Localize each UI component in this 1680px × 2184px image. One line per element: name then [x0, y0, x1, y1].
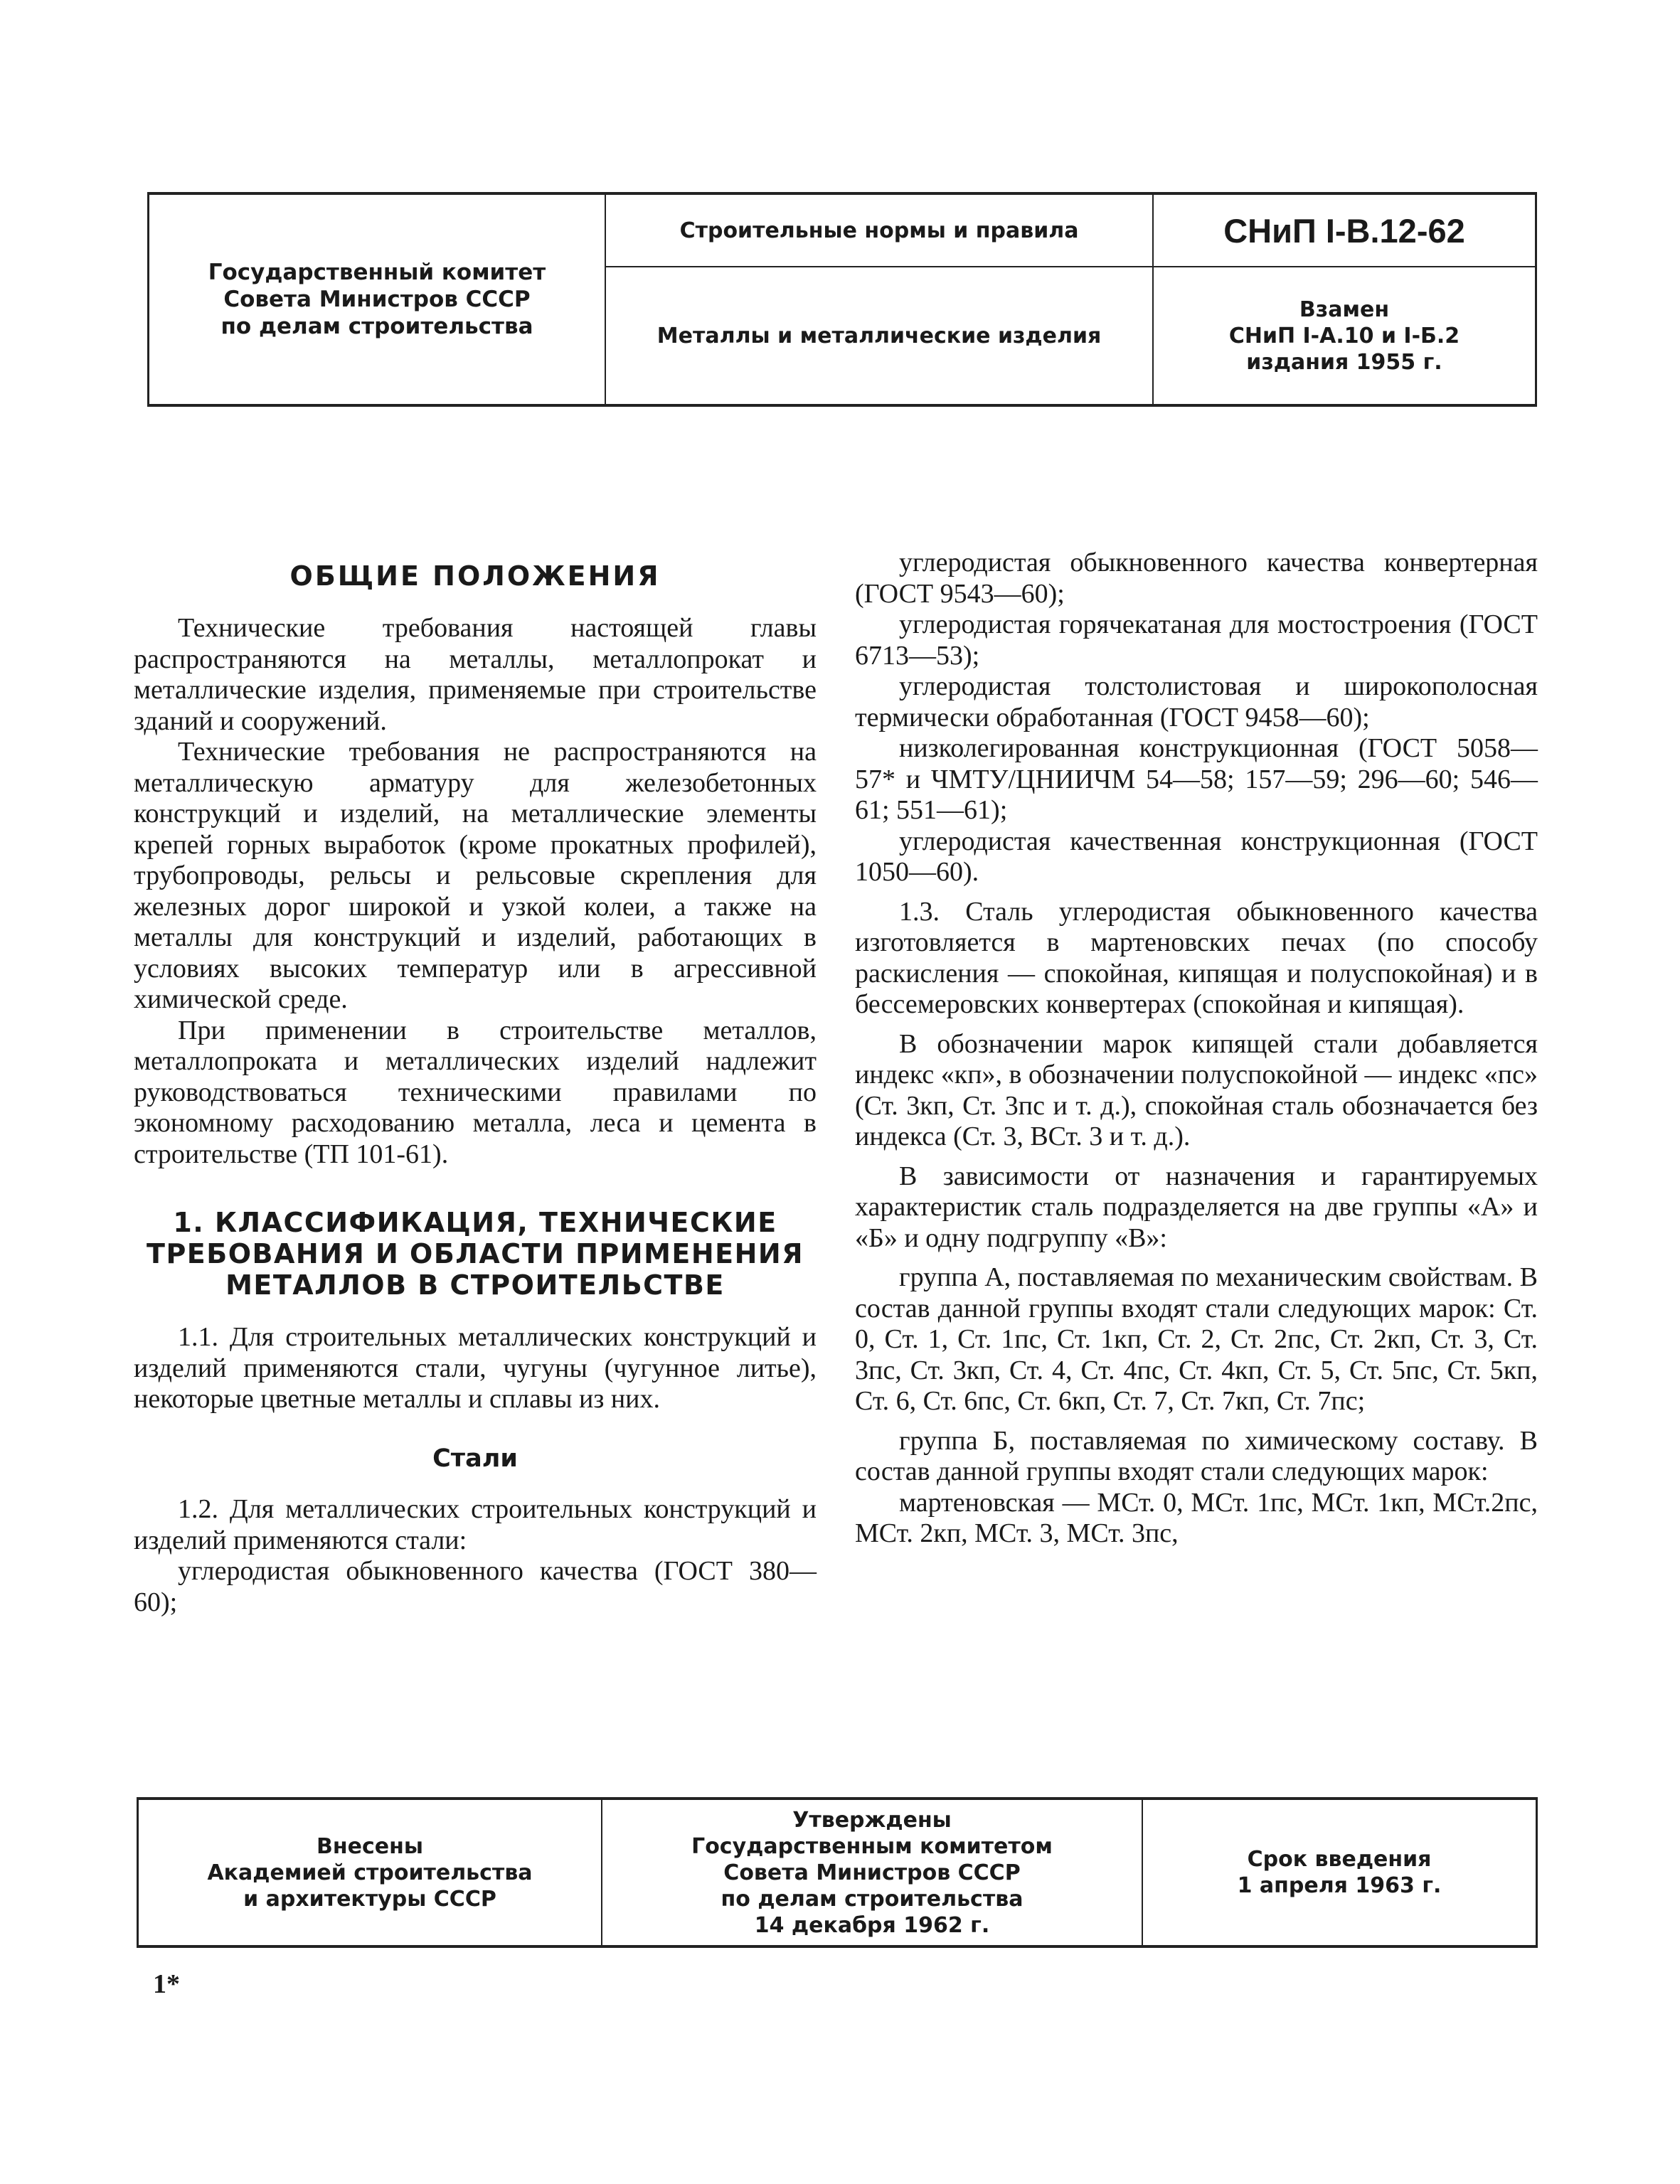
steel-list-item: углеродистая обыкновенного качества конвертерная (ГОСТ 9543—60); [855, 548, 1538, 609]
group-a-paragraph: группа А, поставляемая по механическим свойствам. В состав данной группы входят стали следующих марок: Ст. 0, Ст. 1, Ст. 1пс, Ст. 1кп, Ст. 2, Ст. 2пс, Ст. 2кп, Ст. 3, Ст. 3пс, Ст. 3кп, Ст. 4, Ст. 4пс, Ст. 4кп, Ст. 5, Ст. 5пс, Ст. 5кп, Ст. 6, Ст. 6пс, Ст. 6кп, Ст. 7, Ст. 7кп, Ст. 7пс; [855, 1262, 1538, 1416]
section-heading-line: 1. КЛАССИФИКАЦИЯ, ТЕХНИЧЕСКИЕ [173, 1207, 777, 1238]
approved-line: Утверждены [792, 1807, 952, 1833]
organization-line: по делам строительства [220, 314, 533, 339]
effective-line: Срок введения [1247, 1847, 1432, 1872]
organization-line: Государственный комитет [208, 260, 546, 285]
steel-list-item: углеродистая толстолистовая и широкополосная термически обработанная (ГОСТ 9458—60); [855, 671, 1538, 733]
paragraph: В обозначении марок кипящей стали добавляется индекс «кп», в обозначении полуспокойной — индекс «пс» (Ст. 3кп, Ст. 3пс и т. д.), спокойная сталь обозначается без индекса (Ст. 3, ВСт. 3 и т. д.). [855, 1028, 1538, 1151]
document-subject: Металлы и металлические изделия [656, 323, 1102, 348]
footer-table [137, 1797, 1538, 1948]
paragraph: В зависимости от назначения и гарантируемых характеристик сталь подразделяется на две группы «А» и «Б» и одну подгруппу «В»: [855, 1161, 1538, 1253]
paragraph: Технические требования не распространяются на металлическую арматуру для железобетонных конструкций и изделий, на металлические элементы крепей горных выработок (кроме прокатных профилей), трубопроводы, рельсы и рельсовые скрепления для железных дорог широкой и узкой колеи, а также на металлы для конструкций и изделий, работающих в условиях высоких температур или в агрессивной химической среде. [134, 737, 817, 1014]
section-heading [134, 1207, 817, 1301]
replaces-line: Взамен [1299, 297, 1390, 322]
clause-1-3: 1.3. Сталь углеродистая обыкновенного качества изготовляется в мартеновских печах (по способу раскисления — спокойная, кипящая и полуспокойная) и в бессемеровских конвертерах (спокойная и кипящая). [855, 896, 1538, 1019]
steel-list-item: низколегированная конструкционная (ГОСТ 5058—57* и ЧМТУ/ЦНИИЧМ 54—58; 157—59; 296—60; 546—61; 551—61); [855, 733, 1538, 825]
issuing-organization [149, 195, 605, 404]
left-column [134, 548, 817, 1618]
replaces-line: СНиП I-А.10 и I-Б.2 [1228, 323, 1460, 348]
steel-list-item: углеродистая горячекатаная для мостостроения (ГОСТ 6713—53); [855, 609, 1538, 671]
norms-title: Строительные нормы и правила [679, 218, 1079, 243]
clause-1-1: 1.1. Для строительных металлических конструкций и изделий применяются стали, чугуны (чугунное литье), некоторые цветные металлы и сплавы из них. [134, 1322, 817, 1414]
general-provisions-heading: ОБЩИЕ ПОЛОЖЕНИЯ [289, 560, 661, 592]
replaces-note [1154, 267, 1535, 404]
effective-date [1143, 1800, 1536, 1945]
approved-line: 14 декабря 1962 г. [754, 1912, 990, 1938]
replaces-line: издания 1955 г. [1246, 349, 1442, 375]
paragraph: Технические требования настоящей главы распространяются на металлы, металлопрокат и металлические изделия, применяемые при строительстве зданий и сооружений. [134, 613, 817, 736]
clause-1-2: 1.2. Для металлических строительных конструкций и изделий применяются стали: [134, 1494, 817, 1555]
header-table [147, 192, 1537, 407]
introduced-line: Академией строительства [207, 1860, 533, 1885]
organization-line: Совета Министров СССР [223, 287, 531, 312]
effective-line: 1 апреля 1963 г. [1237, 1873, 1442, 1898]
introduced-line: Внесены [317, 1833, 423, 1859]
approved-line: по делам строительства [721, 1886, 1024, 1912]
section-heading-line: ТРЕБОВАНИЯ И ОБЛАСТИ ПРИМЕНЕНИЯ [147, 1238, 804, 1269]
paragraph: При применении в строительстве металлов, металлопроката и металлических изделий надлежит руководствоваться техническими правилами по экономному расходованию металла, леса и цемента в строительстве (ТП 101-61). [134, 1015, 817, 1169]
page-signature-mark: 1* [153, 1969, 180, 1999]
introduced-line: и архитектуры СССР [243, 1886, 496, 1912]
document-code: СНиП I-В.12-62 [1223, 211, 1465, 250]
right-column [855, 548, 1538, 1550]
group-b-paragraph: группа Б, поставляемая по химическому составу. В состав данной группы входят стали следующих марок: [855, 1425, 1538, 1486]
open-hearth-grades: мартеновская — МСт. 0, МСт. 1пс, МСт. 1кп, МСт.2пс, МСт. 2кп, МСт. 3, МСт. 3пс, [855, 1487, 1538, 1548]
steels-subheading: Стали [432, 1444, 518, 1473]
approved-by [602, 1800, 1142, 1945]
introduced-by [139, 1800, 601, 1945]
section-heading-line: МЕТАЛЛОВ В СТРОИТЕЛЬСТВЕ [225, 1269, 725, 1301]
steel-list-item: углеродистая качественная конструкционная (ГОСТ 1050—60). [855, 826, 1538, 887]
approved-line: Совета Министров СССР [723, 1860, 1021, 1885]
approved-line: Государственным комитетом [691, 1833, 1053, 1859]
steel-list-item: углеродистая обыкновенного качества (ГОСТ 380—60); [134, 1556, 817, 1617]
